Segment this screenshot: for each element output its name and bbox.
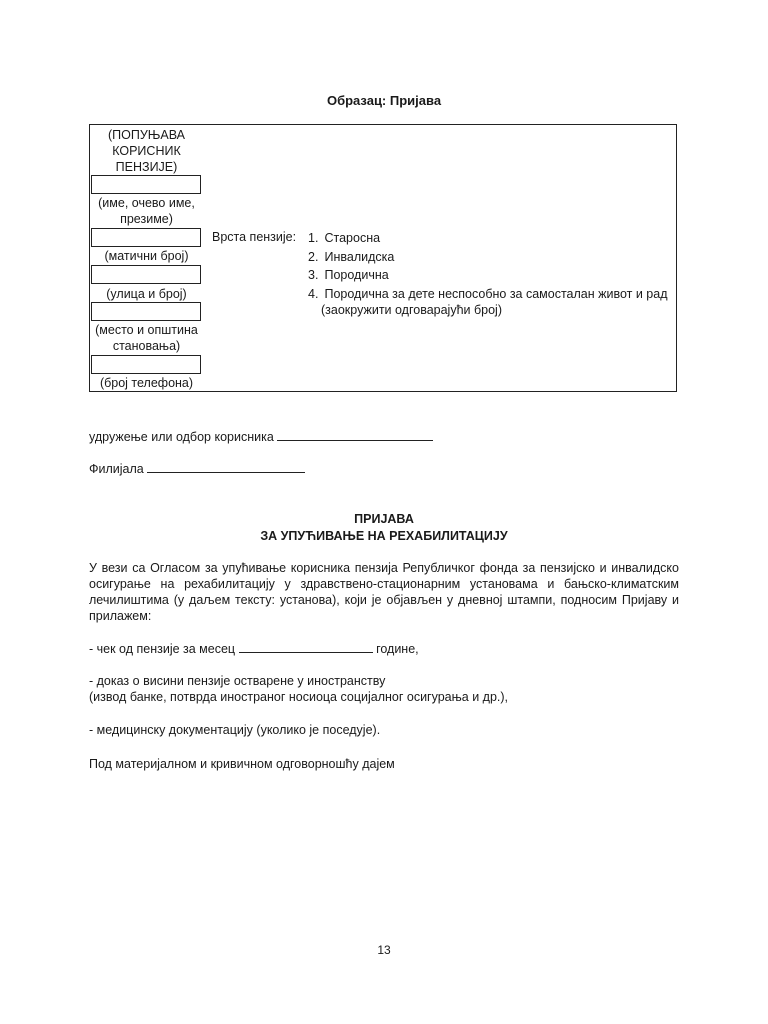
street-label: (улица и број) (106, 287, 187, 301)
pension-type-label: Врста пензије: (212, 230, 297, 244)
option-text: Породична (324, 268, 389, 282)
association-label: удружење или одбор корисника (89, 430, 274, 444)
association-line (89, 429, 433, 444)
branch-label: Филијала (89, 462, 144, 476)
pension-option[interactable] (308, 266, 389, 284)
pension-option[interactable] (308, 229, 380, 247)
pension-option[interactable] (308, 248, 394, 266)
label-line: (место и општина (95, 323, 198, 337)
form-title: Образац: Пријава (326, 93, 442, 108)
attachment-check (89, 641, 419, 656)
header-line: КОРИСНИК (112, 144, 181, 158)
heading-line: ЗА УПУЋИВАЊЕ НА РЕХАБИЛИТАЦИЈУ (260, 529, 508, 543)
heading-line: ПРИЈАВА (354, 512, 414, 526)
label-line: (име, очево име, (98, 196, 195, 210)
attachment-foreign (89, 673, 508, 705)
attachment-medical: - медицинску документацију (уколико је поседује). (89, 723, 381, 737)
association-blank[interactable] (277, 429, 433, 441)
foreign-proof-line: - доказ о висини пензије остварене у иностранству (89, 674, 386, 688)
full-name-field[interactable] (91, 175, 201, 194)
option-number: 3. (308, 268, 319, 282)
label-line: презиме) (120, 212, 173, 226)
branch-line (89, 461, 305, 476)
full-name-label (90, 195, 203, 227)
phone-field[interactable] (91, 355, 201, 374)
fill-in-header (90, 127, 203, 175)
label-line: становања) (112, 339, 181, 353)
option-number: 1. (308, 231, 319, 245)
header-line: ПЕНЗИЈЕ) (115, 160, 178, 174)
foreign-proof-line: (извод банке, потврда иностраног носиоца социјалног осигурања и др.), (89, 690, 509, 704)
phone-label: (број телефона) (99, 376, 194, 390)
option-number: 4. (308, 287, 319, 301)
year-label: године, (376, 642, 419, 656)
header-line: (ПОПУЊАВА (107, 128, 186, 142)
month-blank[interactable] (239, 641, 373, 653)
city-field[interactable] (91, 302, 201, 321)
jmbg-label: (матични број) (104, 249, 189, 263)
pension-option-note: (заокружити одговарајући број) (321, 303, 502, 317)
branch-blank[interactable] (147, 461, 305, 473)
option-text: Старосна (324, 231, 381, 245)
check-label: - чек од пензије за месец (89, 642, 236, 656)
declaration: Под материјалном и кривичном одговорношћу дајем (89, 757, 395, 771)
street-field[interactable] (91, 265, 201, 284)
application-heading (0, 511, 768, 545)
option-number: 2. (308, 250, 319, 264)
option-text: Породична за дете неспособно за самосталан живот и рад (324, 287, 668, 301)
city-label (90, 322, 203, 354)
option-text: Инвалидска (324, 250, 395, 264)
intro-paragraph: У вези са Огласом за упућивање корисника пензија Републичког фонда за пензијско и инвалидско осигурање на рехабилитацију у здравствено-стационарним установама и бањско-климатским лечилиштима (у даљем тексту: установа), који је објављен у дневној штампи, подносим Пријаву и прилажем: (89, 561, 679, 623)
page-number: 13 (377, 943, 391, 957)
jmbg-field[interactable] (91, 228, 201, 247)
